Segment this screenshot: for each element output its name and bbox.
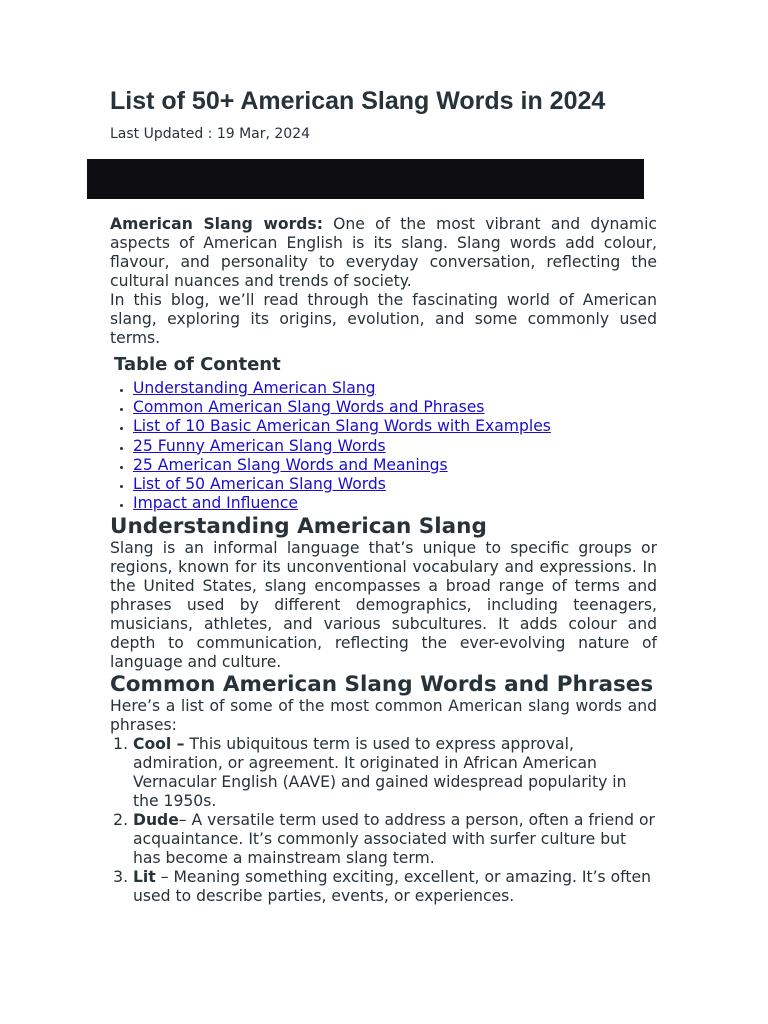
section-common-intro: Here’s a list of some of the most common American slang words and phrases: [110, 697, 657, 735]
slang-term: Dude [133, 811, 179, 830]
slang-definition: This ubiquitous term is used to express approval, admiration, or agreement. It originated in African American Vernacular English (AAVE) and gained widespread popularity in the 1950s. [133, 735, 627, 811]
section-heading-understanding: Understanding American Slang [110, 514, 487, 540]
toc-item [133, 417, 657, 436]
toc-link-list-50[interactable]: List of 50 American Slang Words [133, 475, 386, 494]
toc-link-impact[interactable]: Impact and Influence [133, 494, 299, 513]
article-body [110, 215, 657, 906]
slang-definition: – A versatile term used to address a person, often a friend or acquaintance. It’s commonly associated with surfer culture but has become a mainstream slang term. [133, 811, 655, 868]
toc-link-common[interactable]: Common American Slang Words and Phrases [133, 398, 485, 417]
slang-definition: – Meaning something exciting, excellent, or amazing. It’s often used to describe parties, events, or experiences. [133, 868, 651, 906]
toc-list [110, 379, 657, 513]
intro-lead: American Slang words: [110, 215, 323, 233]
toc-link-basic-10[interactable]: List of 10 Basic American Slang Words with Examples [133, 417, 551, 436]
slang-term: Cool – [133, 735, 185, 754]
toc-link-meanings-25[interactable]: 25 American Slang Words and Meanings [133, 455, 448, 474]
intro-text: One of the most vibrant and dynamic aspects of American English is its slang. Slang words add colour, flavour, and personality to everyday conversation, reflecting the cultural nuances and trends of society. [110, 215, 657, 290]
toc-item [133, 379, 657, 398]
slang-item [133, 868, 657, 906]
slang-term: Lit [133, 868, 156, 887]
intro-second-paragraph: In this blog, we’ll read through the fascinating world of American slang, exploring its origins, evolution, and some commonly used terms. [110, 291, 657, 347]
toc-item [133, 475, 657, 494]
black-banner [87, 159, 644, 199]
toc-item [133, 494, 657, 513]
toc-heading: Table of Content [114, 354, 281, 375]
section-heading-common: Common American Slang Words and Phrases [110, 672, 654, 698]
slang-list [110, 735, 657, 906]
toc-item [133, 456, 657, 475]
intro-paragraph [110, 215, 657, 291]
toc-item [133, 398, 657, 417]
slang-item [133, 811, 657, 868]
section-understanding-body: Slang is an informal language that’s unique to specific groups or regions, known for its unconventional vocabulary and expressions. In the United States, slang encompasses a broad range of terms and phrases used by different demographics, including teenagers, musicians, athletes, and various subcultures. It adds colour and depth to communication, reflecting the ever-evolving nature of language and culture. [110, 539, 657, 672]
last-updated: Last Updated : 19 Mar, 2024 [110, 126, 311, 142]
page-title: List of 50+ American Slang Words in 2024 [110, 87, 606, 115]
toc-link-understanding[interactable]: Understanding American Slang [133, 379, 376, 397]
toc-link-funny-25[interactable]: 25 Funny American Slang Words [133, 436, 386, 455]
toc-item [133, 437, 657, 456]
slang-item [133, 735, 657, 811]
